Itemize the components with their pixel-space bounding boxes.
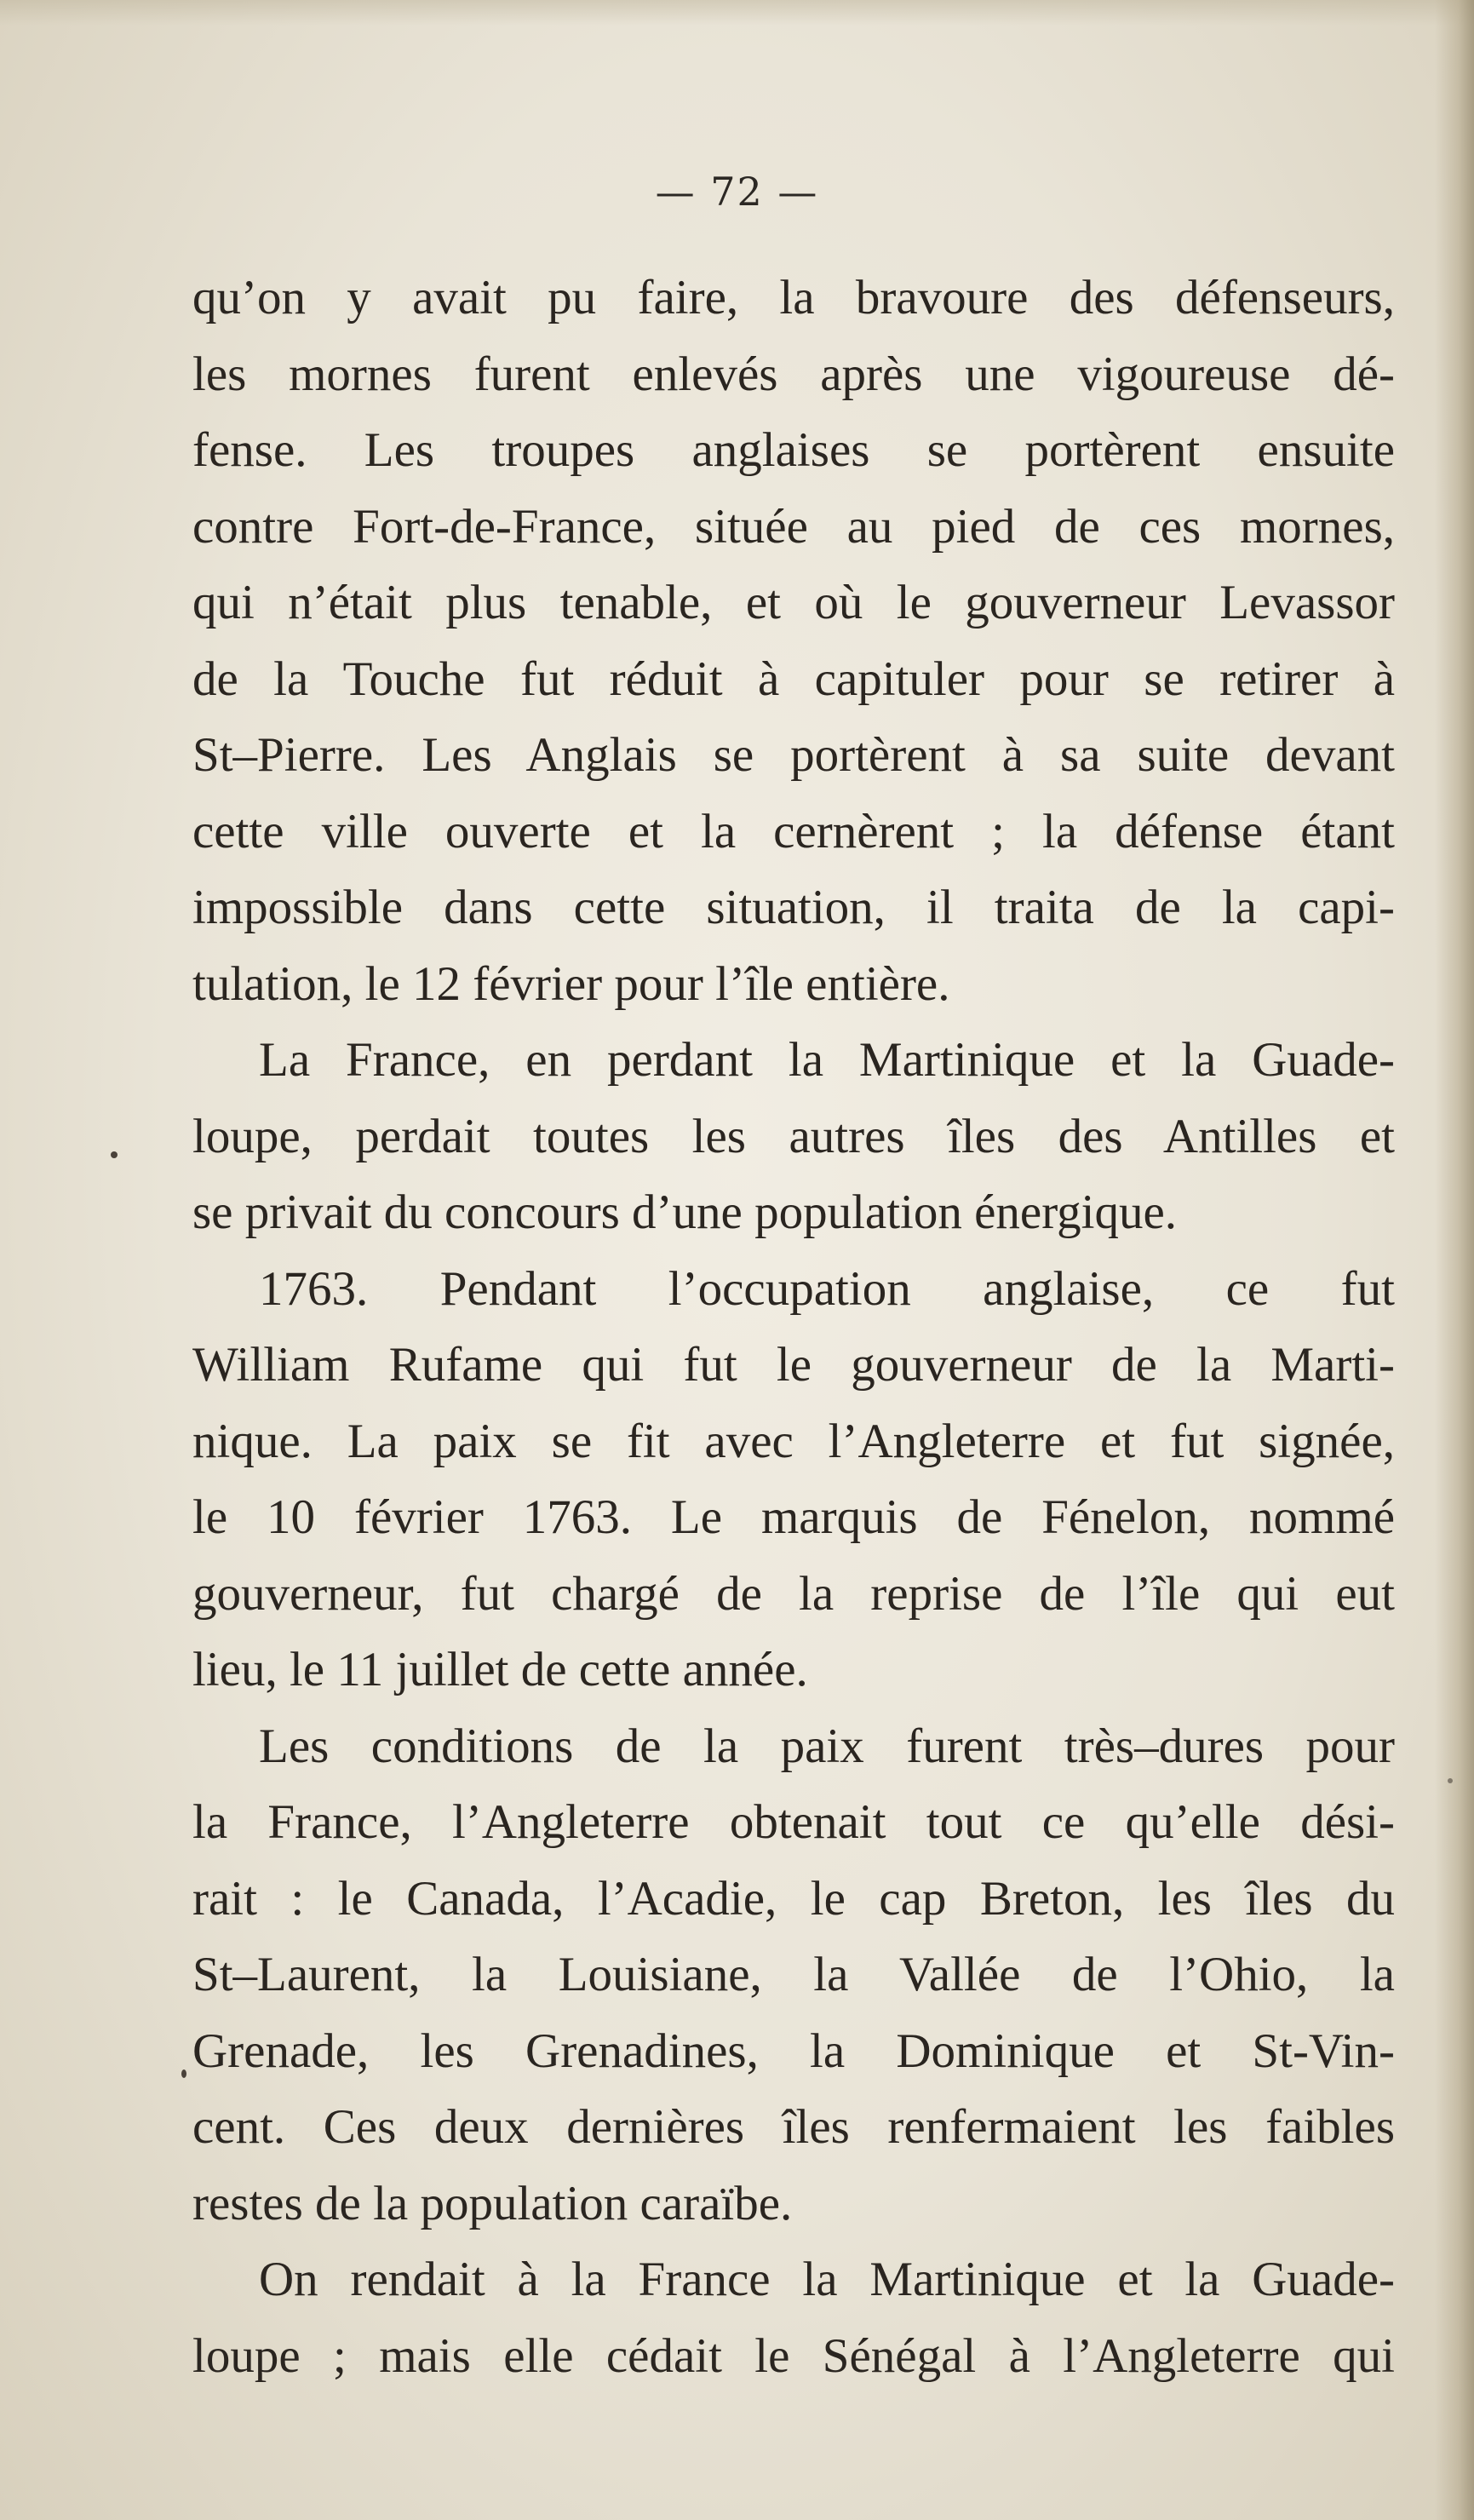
page-number: — 72 — bbox=[655, 169, 819, 215]
text-line: cent. Ces deux dernières îles renfermaient les faibles bbox=[192, 2100, 1395, 2154]
text-line: qu’on y avait pu faire, la bravoure des défenseurs, bbox=[192, 271, 1395, 324]
text-line: de la Touche fut réduit à capituler pour se retirer à bbox=[192, 652, 1395, 706]
text-line: contre Fort-de-France, située au pied de ces mornes, bbox=[192, 499, 1395, 554]
text-line: La France, en perdant la Martinique et la Guade- bbox=[259, 1033, 1395, 1087]
text-line: gouverneur, fut chargé de la reprise de l’île qui eut bbox=[192, 1566, 1395, 1621]
ink-speck bbox=[111, 1151, 118, 1158]
text-line: loupe ; mais elle cédait le Sénégal à l’Angleterre qui bbox=[192, 2328, 1395, 2383]
page-top-shadow bbox=[0, 0, 1474, 26]
text-line: St–Pierre. Les Anglais se portèrent à sa suite devant bbox=[192, 728, 1395, 782]
text-line: le 10 février 1763. Le marquis de Fénelon, nommé bbox=[192, 1490, 1395, 1544]
text-line: rait : le Canada, l’Acadie, le cap Breton, les îles du bbox=[192, 1871, 1395, 1926]
text-line: Grenade, les Grenadines, la Dominique et St-Vin- bbox=[192, 2023, 1395, 2078]
text-line: se privait du concours d’une population énergique. bbox=[192, 1185, 1178, 1239]
body-text bbox=[192, 260, 1395, 2394]
text-line: qui n’était plus tenable, et où le gouverneur Levassor bbox=[192, 576, 1395, 629]
text-line: William Rufame qui fut le gouverneur de la Marti- bbox=[192, 1338, 1395, 1392]
text-line: les mornes furent enlevés après une vigoureuse dé- bbox=[192, 347, 1395, 401]
text-line: loupe, perdait toutes les autres îles des Antilles et bbox=[192, 1109, 1395, 1163]
text-line: lieu, le 11 juillet de cette année. bbox=[192, 1643, 808, 1696]
page-right-edge bbox=[1435, 0, 1474, 2520]
text-line: impossible dans cette situation, il traita de la capi- bbox=[192, 881, 1395, 934]
text-line: nique. La paix se fit avec l’Angleterre et fut signée, bbox=[192, 1414, 1395, 1468]
text-line: On rendait à la France la Martinique et la Guade- bbox=[259, 2253, 1395, 2306]
text-line: fense. Les troupes anglaises se portèrent ensuite bbox=[192, 423, 1395, 477]
text-line: cette ville ouverte et la cernèrent ; la défense étant bbox=[192, 804, 1395, 858]
ink-speck bbox=[181, 2069, 186, 2078]
text-line: la France, l’Angleterre obtenait tout ce qu’elle dési- bbox=[192, 1795, 1395, 1849]
text-line: tulation, le 12 février pour l’île entière. bbox=[192, 956, 950, 1011]
ink-speck bbox=[1448, 1778, 1453, 1783]
text-line: St–Laurent, la Louisiane, la Vallée de l’Ohio, la bbox=[192, 1948, 1395, 2001]
text-line: restes de la population caraïbe. bbox=[192, 2176, 793, 2230]
text-line: Les conditions de la paix furent très–dures pour bbox=[259, 1719, 1395, 1773]
text-line: 1763. Pendant l’occupation anglaise, ce fut bbox=[259, 1261, 1395, 1316]
